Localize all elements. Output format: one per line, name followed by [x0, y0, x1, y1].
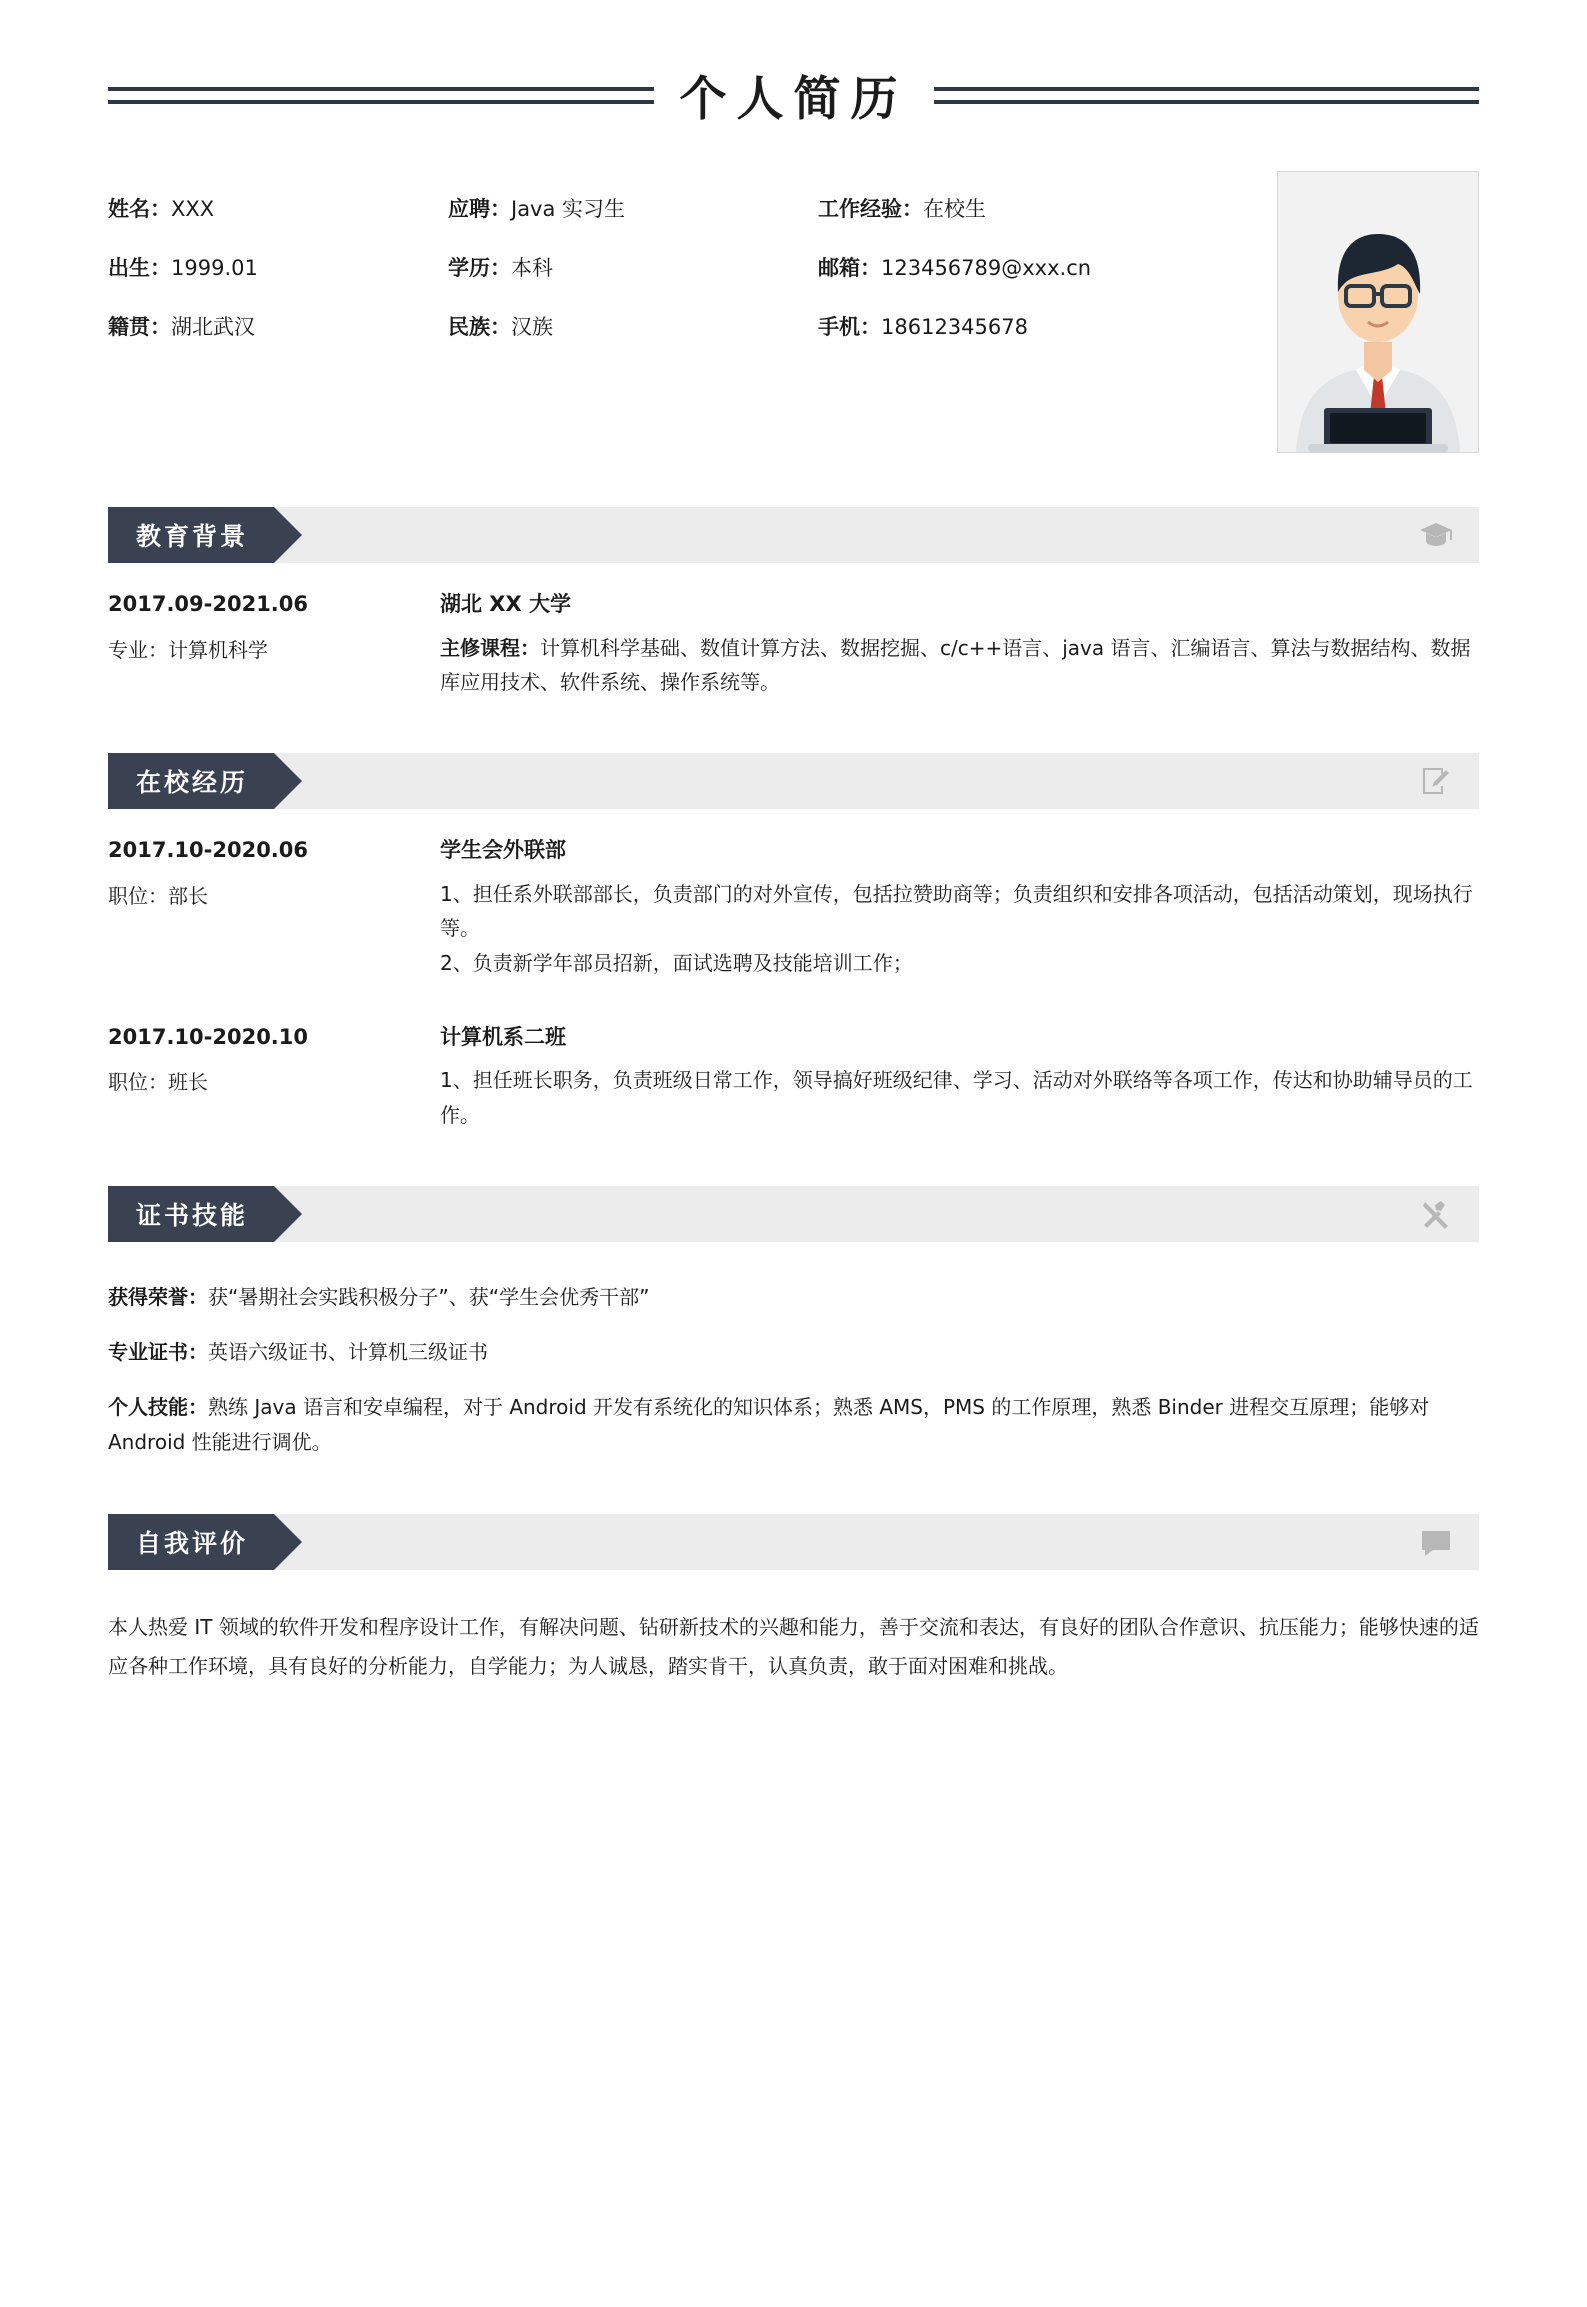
campus-role: 职位：班长 [108, 1070, 208, 1095]
info-field-phone [818, 315, 1277, 340]
self-evaluation-text: 本人热爱 IT 领域的软件开发和程序设计工作，有解决问题、钻研新技术的兴趣和能力，善于交流和表达，有良好的团队合作意识、抗压能力；能够快速的适应各种工作环境，具有良好的分析能力，自学能力；为人诚恳，踏实肯干，认真负责，敢于面对困难和挑战。 [108, 1615, 1479, 1679]
info-field-position [448, 197, 818, 222]
info-label: 邮箱： [818, 256, 881, 281]
skills-body [108, 1280, 1479, 1460]
page-title: 个人简历 [679, 72, 908, 127]
education-entry-right [440, 589, 1479, 699]
document-title-block [108, 62, 1479, 129]
info-field-name [108, 197, 448, 222]
campus-entry-left [108, 1022, 440, 1132]
title-rule-left [108, 87, 654, 105]
section-title-skills: 证书技能 [108, 1186, 274, 1242]
edit-note-icon [1419, 764, 1453, 798]
info-value: 在校生 [923, 197, 986, 221]
info-label: 出生： [108, 256, 171, 281]
portrait-illustration [1278, 172, 1478, 452]
campus-entry [108, 1022, 1479, 1132]
campus-org: 学生会外联部 [440, 838, 566, 863]
campus-detail-line: 1、担任班长职务，负责班级日常工作，领导搞好班级纪律、学习、活动对外联络等各项工作，传达和协助辅导员的工作。 [440, 1068, 1473, 1127]
education-courses-label: 主修课程： [440, 635, 540, 660]
skill-row-personal-skills [108, 1390, 1479, 1460]
campus-date: 2017.10-2020.10 [108, 1024, 309, 1049]
personal-info-grid [108, 171, 1277, 341]
tools-icon [1419, 1197, 1453, 1231]
campus-detail-line: 2、负责新学年部员招新，面试选聘及技能培训工作； [440, 950, 913, 975]
info-label: 手机： [818, 315, 881, 340]
info-field-hometown [108, 315, 448, 340]
campus-detail-line: 1、担任系外联部部长，负责部门的对外宣传，包括拉赞助商等；负责组织和安排各项活动，包括活动策划，现场执行等。 [440, 881, 1473, 941]
info-value: Java 实习生 [511, 197, 626, 221]
education-school: 湖北 XX 大学 [440, 592, 572, 616]
education-courses [440, 631, 1479, 700]
info-label: 学历： [448, 256, 511, 281]
skill-label: 专业证书： [108, 1340, 208, 1365]
section-header-self-evaluation [108, 1514, 1479, 1570]
education-major: 专业：计算机科学 [108, 637, 268, 662]
avatar [1277, 171, 1479, 453]
section-title-campus: 在校经历 [108, 753, 274, 809]
education-courses-text: 计算机科学基础、数值计算方法、数据挖掘、c/c++语言、java 语言、汇编语言、算法与数据结构、数据库应用技术、软件系统、操作系统等。 [440, 635, 1471, 694]
section-header-campus [108, 753, 1479, 809]
education-date: 2017.09-2021.06 [108, 592, 309, 616]
info-field-experience [818, 197, 1277, 222]
info-value: XXX [171, 197, 215, 221]
skill-label: 获得荣誉： [108, 1285, 208, 1310]
info-value: 123456789@xxx.cn [881, 256, 1092, 281]
campus-org: 计算机系二班 [440, 1024, 566, 1049]
skill-label: 个人技能： [108, 1395, 208, 1420]
info-value: 湖北武汉 [171, 315, 255, 340]
campus-entry-right [440, 1022, 1479, 1132]
info-label: 民族： [448, 315, 511, 340]
education-entry-left [108, 589, 440, 699]
campus-detail [440, 877, 1479, 980]
comment-icon [1419, 1525, 1453, 1559]
campus-date: 2017.10-2020.06 [108, 838, 309, 863]
campus-entry [108, 835, 1479, 980]
section-header-skills [108, 1186, 1479, 1242]
info-value: 1999.01 [171, 256, 258, 281]
info-label: 应聘： [448, 197, 511, 221]
personal-info-section [108, 171, 1479, 453]
skill-value: 熟练 Java 语言和安卓编程，对于 Android 开发有系统化的知识体系；熟悉 AMS，PMS 的工作原理，熟悉 Binder 进程交互原理；能够对 Android 性能进行调优。 [108, 1395, 1430, 1455]
info-label: 籍贯： [108, 315, 171, 340]
skill-value: 获“暑期社会实践积极分子”、获“学生会优秀干部” [208, 1285, 650, 1310]
campus-entry-left [108, 835, 440, 980]
campus-detail [440, 1063, 1479, 1132]
education-entry [108, 589, 1479, 699]
info-field-degree [448, 256, 818, 281]
section-header-education [108, 507, 1479, 563]
campus-entry-right [440, 835, 1479, 980]
info-value: 汉族 [511, 315, 553, 340]
info-label: 工作经验： [818, 197, 923, 221]
info-field-birth [108, 256, 448, 281]
info-value: 18612345678 [881, 315, 1028, 340]
info-value: 本科 [511, 256, 553, 281]
info-field-email [818, 256, 1277, 281]
resume-page [0, 62, 1587, 2307]
skill-value: 英语六级证书、计算机三级证书 [208, 1340, 488, 1365]
skill-row-certificates [108, 1335, 1479, 1370]
title-rule-right [934, 87, 1480, 105]
section-title-education: 教育背景 [108, 507, 274, 563]
campus-role: 职位：部长 [108, 883, 208, 908]
skill-row-honors [108, 1280, 1479, 1315]
info-label: 姓名： [108, 197, 171, 221]
graduation-cap-icon [1419, 518, 1453, 552]
section-title-self-evaluation: 自我评价 [108, 1514, 274, 1570]
info-field-ethnicity [448, 315, 818, 340]
